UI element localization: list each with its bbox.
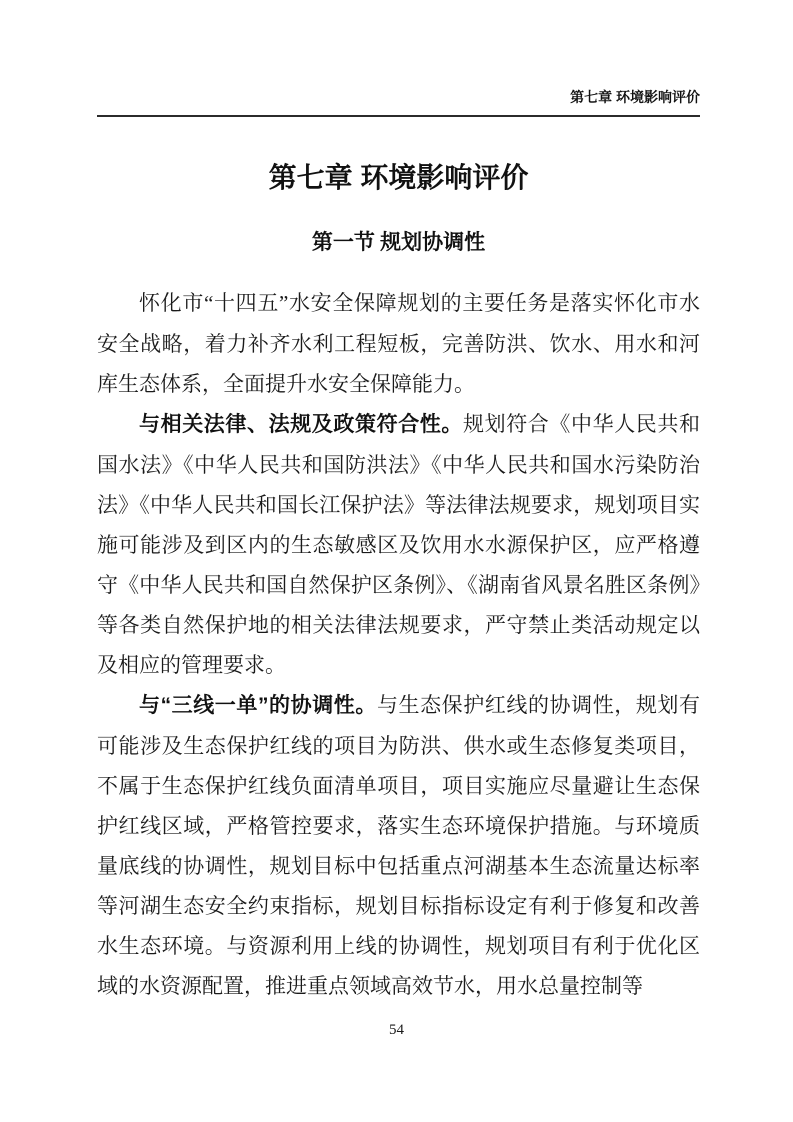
paragraph-text: 与生态保护红线的协调性，规划有可能涉及生态保护红线的项目为防洪、供水或生态修复类项目，不属于生态保护红线负面清单项目，项目实施应尽量避让生态保护红线区域，严格管控要求，落实生态环境保护措施。与环境质量底线的协调性，规划目标中包括重点河湖基本生态流量达标率等河湖生态安全约束指标，规划目标指标设定有利于修复和改善水生态环境。与资源利用上线的协调性，规划项目有利于优化区域的水资源配置，推进重点领域高效节水，用水总量控制等 xyxy=(97,693,701,998)
running-header: 第七章 环境影响评价 xyxy=(570,89,700,105)
section-title: 第一节 规划协调性 xyxy=(311,230,486,254)
body-paragraph xyxy=(97,685,700,1006)
paragraph-text: 怀化市“十四五”水安全保障规划的主要任务是落实怀化市水安全战略，着力补齐水利工程短板，完善防洪、饮水、用水和河库生态体系，全面提升水安全保障能力。 xyxy=(97,291,700,396)
body-paragraph xyxy=(97,404,700,685)
document-body xyxy=(97,283,700,1006)
paragraph-lead: 与“三线一单”的协调性。 xyxy=(139,694,377,717)
paragraph-text: 规划符合《中华人民共和国水法》《中华人民共和国防洪法》《中华人民共和国水污染防治法》《中华人民共和国长江保护法》等法律法规要求，规划项目实施可能涉及到区内的生态敏感区及饮用水水源保护区，应严格遵守《中华人民共和国自然保护区条例》、《湖南省风景名胜区条例》等各类自然保护地的相关法律法规要求，严守禁止类活动规定以及相应的管理要求。 xyxy=(97,412,700,677)
page-number: 54 xyxy=(389,1022,404,1038)
chapter-title: 第七章 环境影响评价 xyxy=(268,162,529,193)
header-rule xyxy=(97,115,700,117)
paragraph-lead: 与相关法律、法规及政策符合性。 xyxy=(139,413,463,436)
body-paragraph xyxy=(97,283,700,404)
